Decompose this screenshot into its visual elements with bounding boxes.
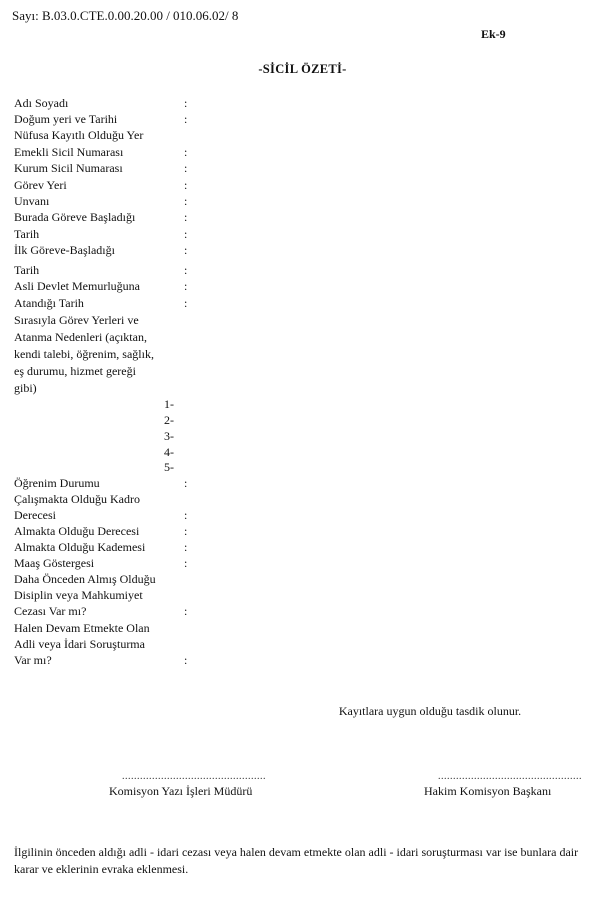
field-current-degree: Almakta Olduğu Derecesi: [14, 524, 140, 538]
field-appointment-date: Atandığı Tarih: [14, 296, 84, 310]
field-cadre: Çalışmakta Olduğu Kadro: [14, 492, 140, 506]
field-first-duty-date: Tarih: [14, 263, 40, 277]
assignment-number: 4-: [164, 445, 174, 459]
field-assignments-line3: kendi talebi, öğrenim, sağlık,: [14, 347, 154, 361]
signature-line-left: ................................................: [122, 771, 266, 782]
field-investigation-line2: Adli veya İdari Soruşturma: [14, 637, 145, 651]
field-past-penalty-line2: Disiplin veya Mahkumiyet: [14, 588, 143, 602]
field-separator: :: [184, 145, 188, 159]
annex-label: Ek-9: [481, 27, 506, 41]
assignment-number: 1-: [164, 397, 174, 411]
field-investigation: Halen Devam Etmekte Olan: [14, 621, 150, 635]
field-separator: :: [184, 556, 188, 570]
field-separator: :: [184, 653, 188, 667]
field-start-here: Burada Göreve Başladığı: [14, 210, 136, 224]
field-investigation-line3: Var mı?: [14, 653, 52, 667]
field-salary-indicator: Maaş Göstergesi: [14, 556, 95, 570]
document-reference-number: Sayı: B.03.0.CTE.0.00.20.00 / 010.06.02/ 8: [12, 8, 239, 23]
signature-judge: Hakim Komisyon Başkanı: [424, 784, 552, 798]
field-separator: :: [184, 540, 188, 554]
field-separator: :: [184, 227, 188, 241]
field-name: Adı Soyadı: [14, 96, 69, 110]
field-separator: :: [184, 243, 188, 257]
field-separator: :: [184, 296, 188, 310]
field-separator: :: [184, 112, 188, 126]
signature-line-right: ................................................: [438, 771, 582, 782]
field-past-penalty: Daha Önceden Almış Olduğu: [14, 572, 156, 586]
field-institution-number: Kurum Sicil Numarası: [14, 161, 123, 175]
field-separator: :: [184, 161, 188, 175]
field-birth-place-date: Doğum yeri ve Tarihi: [14, 112, 118, 126]
field-separator: :: [184, 476, 188, 490]
assignment-number: 2-: [164, 413, 174, 427]
field-assignments-line2: Atanma Nedenleri (açıktan,: [14, 330, 147, 344]
field-education: Öğrenim Durumu: [14, 476, 100, 490]
field-assignments-line5: gibi): [14, 381, 37, 395]
field-separator: :: [184, 178, 188, 192]
field-pension-number: Emekli Sicil Numarası: [14, 145, 124, 159]
field-current-step: Almakta Olduğu Kademesi: [14, 540, 146, 554]
field-separator: :: [184, 508, 188, 522]
field-separator: :: [184, 279, 188, 293]
field-assignments-line4: eş durumu, hizmet gereği: [14, 364, 136, 378]
field-separator: :: [184, 263, 188, 277]
page-title: -SİCİL ÖZETİ-: [258, 62, 347, 76]
field-separator: :: [184, 194, 188, 208]
confirmation-text: Kayıtlara uygun olduğu tasdik olunur.: [338, 704, 522, 718]
field-civil-servant: Asli Devlet Memurluğuna: [14, 279, 140, 293]
field-separator: :: [184, 524, 188, 538]
field-first-duty: İlk Göreve-Başladığı: [14, 243, 115, 257]
field-title: Unvanı: [14, 194, 50, 208]
signature-clerk: Komisyon Yazı İşleri Müdürü: [109, 784, 253, 798]
footer-note: İlgilinin önceden aldığı adli - idari cezası veya halen devam etmekte olan adli - idari soruşturması var ise bunlara dair karar ve eklerinin evraka eklenmesi.: [14, 845, 579, 876]
field-cadre-degree: Derecesi: [14, 508, 56, 522]
field-separator: :: [184, 96, 188, 110]
field-registry-place: Nüfusa Kayıtlı Olduğu Yer: [14, 128, 144, 142]
field-separator: :: [184, 210, 188, 224]
assignment-number: 3-: [164, 429, 174, 443]
field-separator: :: [184, 604, 188, 618]
field-start-here-date: Tarih: [14, 227, 40, 241]
assignment-number: 5-: [164, 460, 174, 474]
field-past-penalty-line3: Cezası Var mı?: [14, 604, 87, 618]
field-duty-station: Görev Yeri: [14, 178, 67, 192]
field-assignments: Sırasıyla Görev Yerleri ve: [14, 313, 139, 327]
